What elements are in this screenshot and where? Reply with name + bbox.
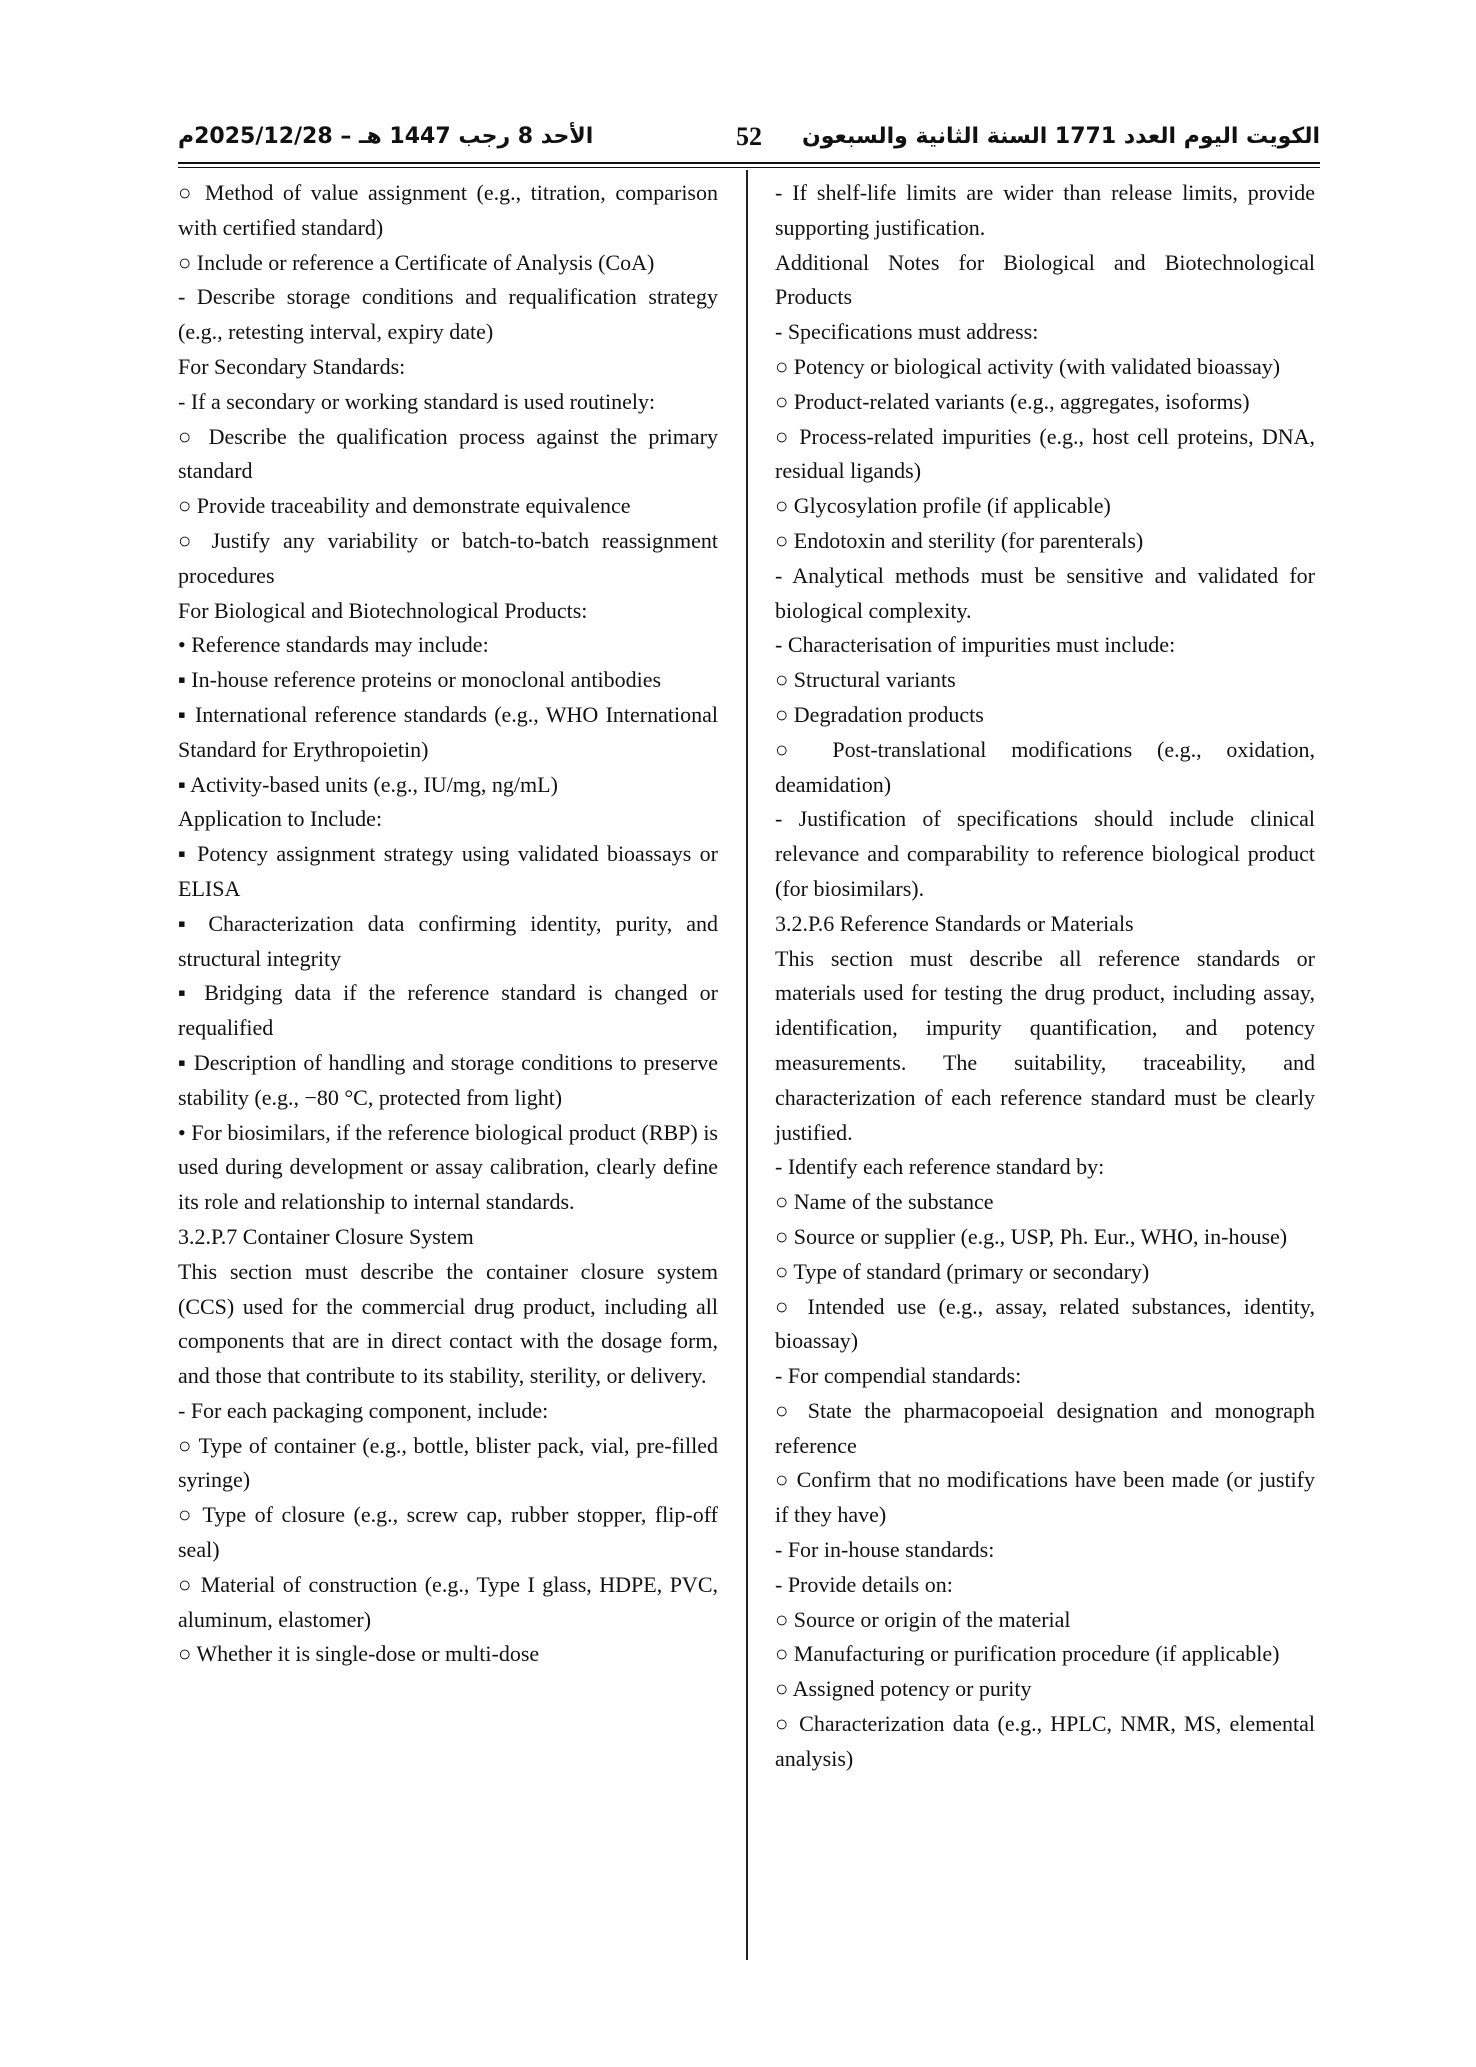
- paragraph: - Analytical methods must be sensitive and validated for biological complexity.: [775, 562, 1315, 623]
- paragraph: ○ Type of standard (primary or secondary): [775, 1258, 1150, 1284]
- paragraph: ○ Assigned potency or purity: [775, 1676, 1032, 1702]
- paragraph: ○ Method of value assignment (e.g., titration, comparison with certified standard): [178, 180, 718, 240]
- paragraph: ○ Intended use (e.g., assay, related substances, identity, bioassay): [775, 1293, 1315, 1354]
- paragraph: ▪ Characterization data confirming identity, purity, and structural integrity: [178, 910, 718, 971]
- paragraph: • For biosimilars, if the reference biological product (RBP) is used during development or assay calibration, clearly define its role and relationship to internal standards.: [178, 1119, 718, 1215]
- subheading: For Secondary Standards:: [178, 353, 406, 379]
- paragraph: ○ Degradation products: [775, 701, 984, 727]
- paragraph: This section must describe the container closure system (CCS) used for the commercial drug product, including all components that are in direct contact with the dosage form, and those that contribute to its stability, sterility, or delivery.: [178, 1258, 718, 1389]
- paragraph: • Reference standards may include:: [178, 632, 489, 658]
- header-rule: [178, 162, 1320, 164]
- paragraph: ○ Provide traceability and demonstrate equivalence: [178, 493, 631, 519]
- paragraph: ○ Glycosylation profile (if applicable): [775, 493, 1111, 519]
- subheading: For Biological and Biotechnological Products:: [178, 597, 588, 623]
- paragraph: ○ Source or supplier (e.g., USP, Ph. Eur., WHO, in-house): [775, 1223, 1288, 1249]
- paragraph: ○ Structural variants: [775, 667, 956, 693]
- paragraph: ○ Type of closure (e.g., screw cap, rubber stopper, flip-off seal): [178, 1502, 718, 1563]
- paragraph: ○ Characterization data (e.g., HPLC, NMR, MS, elemental analysis): [775, 1711, 1315, 1771]
- right-column: [775, 176, 1315, 1777]
- paragraph: ○ Confirm that no modifications have been made (or justify if they have): [775, 1467, 1315, 1528]
- header-date: الأحد 8 رجب 1447 هـ – 2025/12/28م: [178, 124, 594, 149]
- paragraph: ○ Endotoxin and sterility (for parenterals): [775, 527, 1144, 553]
- paragraph: - Describe storage conditions and requalification strategy (e.g., retesting interval, expiry date): [178, 284, 718, 345]
- header-issue: الكويت اليوم العدد 1771 السنة الثانية والسبعون: [801, 124, 1320, 149]
- paragraph: ○ Product-related variants (e.g., aggregates, isoforms): [775, 388, 1250, 414]
- paragraph: ○ Name of the substance: [775, 1189, 994, 1215]
- paragraph: - Specifications must address:: [775, 319, 1039, 345]
- subheading: Additional Notes for Biological and Biotechnological Products: [775, 249, 1315, 310]
- section-heading: 3.2.P.7 Container Closure System: [178, 1223, 474, 1249]
- paragraph: - For each packaging component, include:: [178, 1397, 549, 1423]
- paragraph: ○ Material of construction (e.g., Type I glass, HDPE, PVC, aluminum, elastomer): [178, 1571, 718, 1632]
- paragraph: ○ Describe the qualification process against the primary standard: [178, 423, 718, 484]
- paragraph: ○ Potency or biological activity (with validated bioassay): [775, 353, 1281, 379]
- paragraph: - If a secondary or working standard is used routinely:: [178, 388, 656, 414]
- page-number: 52: [736, 122, 762, 151]
- paragraph: ▪ International reference standards (e.g., WHO International Standard for Erythropoietin): [178, 701, 718, 762]
- left-column: [178, 176, 718, 1672]
- paragraph: ▪ Potency assignment strategy using validated bioassays or ELISA: [178, 841, 718, 901]
- paragraph: ○ State the pharmacopoeial designation and monograph reference: [775, 1397, 1315, 1458]
- page-header: [178, 118, 1320, 160]
- paragraph: - If shelf-life limits are wider than release limits, provide supporting justification.: [775, 180, 1315, 240]
- paragraph: - For in-house standards:: [775, 1537, 995, 1563]
- paragraph: ○ Include or reference a Certificate of Analysis (CoA): [178, 249, 655, 275]
- subheading: Application to Include:: [178, 806, 383, 832]
- paragraph: ▪ Activity-based units (e.g., IU/mg, ng/mL): [178, 771, 558, 797]
- paragraph: - Characterisation of impurities must include:: [775, 632, 1176, 658]
- paragraph: ○ Manufacturing or purification procedure (if applicable): [775, 1641, 1280, 1667]
- paragraph: - For compendial standards:: [775, 1363, 1022, 1389]
- paragraph: ○ Justify any variability or batch-to-batch reassignment procedures: [178, 527, 718, 588]
- column-divider: [746, 170, 748, 1960]
- paragraph: ○ Source or origin of the material: [775, 1606, 1071, 1632]
- paragraph: ○ Whether it is single-dose or multi-dose: [178, 1641, 540, 1667]
- paragraph: ▪ Description of handling and storage conditions to preserve stability (e.g., −80 °C, protected from light): [178, 1049, 718, 1110]
- paragraph: ○ Type of container (e.g., bottle, blister pack, vial, pre-filled syringe): [178, 1432, 718, 1493]
- paragraph: - Identify each reference standard by:: [775, 1154, 1105, 1180]
- paragraph: - Provide details on:: [775, 1571, 953, 1597]
- paragraph: ▪ In-house reference proteins or monoclonal antibodies: [178, 667, 662, 693]
- paragraph: - Justification of specifications should include clinical relevance and comparability to reference biological product (for biosimilars).: [775, 806, 1315, 901]
- paragraph: ▪ Bridging data if the reference standard is changed or requalified: [178, 980, 718, 1041]
- header-rule-thin: [178, 167, 1320, 168]
- section-heading: 3.2.P.6 Reference Standards or Materials: [775, 910, 1134, 936]
- paragraph: ○ Post-translational modifications (e.g., oxidation, deamidation): [775, 736, 1315, 797]
- paragraph: ○ Process-related impurities (e.g., host cell proteins, DNA, residual ligands): [775, 423, 1315, 484]
- paragraph: This section must describe all reference standards or materials used for testing the drug product, including assay, identification, impurity quantification, and potency measurements. The suitability, traceability, and characterization of each reference standard must be clearly justified.: [775, 945, 1315, 1145]
